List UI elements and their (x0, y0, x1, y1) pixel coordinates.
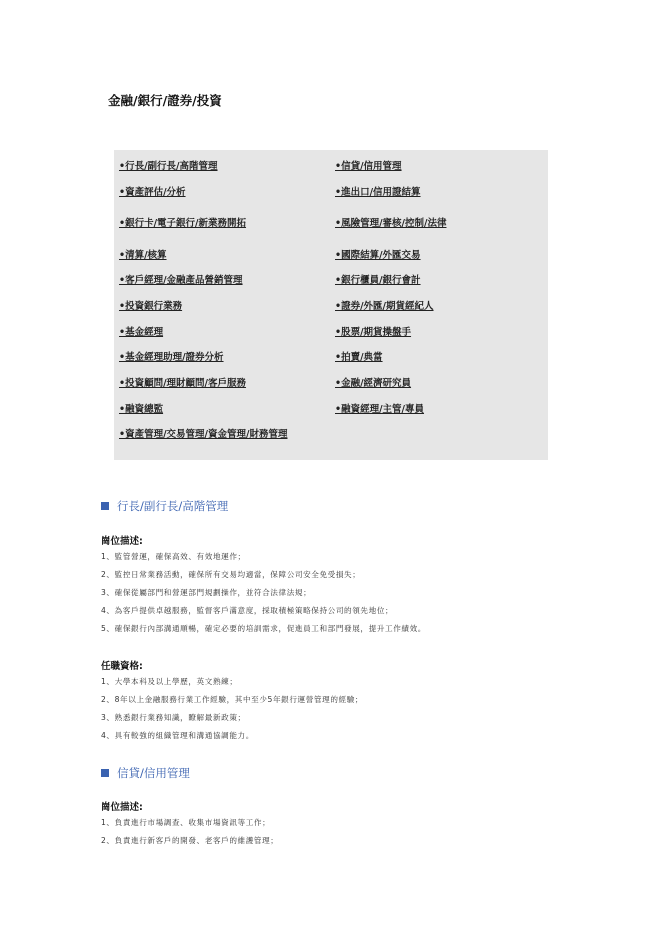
toc-link-broker[interactable]: •證券/外匯/期貨經紀人 (335, 301, 434, 312)
toc-link-bank-card[interactable]: •銀行卡/電子銀行/新業務開拓 (119, 218, 247, 229)
section-heading-text: 信貸/信用管理 (117, 766, 190, 780)
toc-link-import-export[interactable]: •進出口/信用證結算 (335, 187, 421, 198)
duty-line: 4、為客戶提供卓越服務，監督客戶滿意度，採取積極策略保持公司的領先地位； (101, 606, 394, 615)
toc-link-financing-director[interactable]: •融資總監 (119, 404, 164, 415)
duties-label: 崗位描述: (101, 536, 143, 547)
section-heading-text: 行長/副行長/高階管理 (117, 499, 229, 513)
toc-link-investment-banking[interactable]: •投資銀行業務 (119, 301, 183, 312)
toc-link-researcher[interactable]: •金融/經濟研究員 (335, 378, 412, 389)
toc-link-fund-assistant[interactable]: •基金經理助理/證券分析 (119, 352, 224, 363)
requirements-label: 任職資格: (101, 661, 143, 672)
toc-link-asset-management[interactable]: •資產管理/交易管理/資金管理/財務管理 (119, 429, 288, 440)
toc-link-teller[interactable]: •銀行櫃員/銀行會計 (335, 275, 421, 286)
toc-link-risk[interactable]: •風險管理/審核/控制/法律 (335, 218, 447, 229)
section-heading-ceo (101, 498, 228, 514)
square-bullet-icon (101, 502, 109, 510)
duty-line: 1、監管營運，確保高效、有效地運作； (101, 552, 246, 561)
duty-line: 3、確保從屬部門和營運部門規劃操作，並符合法律法規； (101, 588, 312, 597)
toc-link-auction[interactable]: •拍賣/典當 (335, 352, 383, 363)
toc-link-financing-manager[interactable]: •融資經理/主管/專員 (335, 404, 425, 415)
toc-link-account-manager[interactable]: •客戶經理/金融產品營銷管理 (119, 275, 243, 286)
requirement-line: 3、熟悉銀行業務知識，瞭解最新政策； (101, 713, 246, 722)
page-title: 金融/銀行/證券/投資 (108, 93, 222, 108)
duty-line: 1、負責進行市場調查、收集市場資訊等工作； (101, 818, 271, 827)
toc-link-intl-settlement[interactable]: •國際結算/外匯交易 (335, 250, 421, 261)
toc-link-credit[interactable]: •信貸/信用管理 (335, 161, 402, 172)
section-heading-credit (101, 765, 190, 781)
toc-link-fund-manager[interactable]: •基金經理 (119, 327, 164, 338)
toc-link-investment-advisor[interactable]: •投資顧問/理財顧問/客戶服務 (119, 378, 247, 389)
toc-link-asset-evaluation[interactable]: •資產評估/分析 (119, 187, 186, 198)
duty-line: 2、負責進行新客戶的開發、老客戶的維護管理； (101, 836, 279, 845)
requirement-line: 1、大學本科及以上學歷，英文熟練； (101, 677, 238, 686)
requirement-line: 4、具有較強的組織管理和溝通協調能力。 (101, 731, 254, 740)
duty-line: 2、監控日常業務活動，確保所有交易均適當，保障公司安全免受損失； (101, 570, 361, 579)
toc-link-ceo[interactable]: •行長/副行長/高階管理 (119, 161, 218, 172)
toc-box (114, 150, 548, 460)
toc-link-clearing[interactable]: •清算/核算 (119, 250, 167, 261)
duties-label: 崗位描述: (101, 802, 143, 813)
requirement-line: 2、8年以上金融服務行業工作經驗，其中至少5年銀行運營管理的經驗； (101, 695, 364, 704)
duty-line: 5、確保銀行內部溝通順暢，確定必要的培訓需求，促進員工和部門發展，提升工作績效。 (101, 624, 426, 633)
square-bullet-icon (101, 769, 109, 777)
toc-link-trader[interactable]: •股票/期貨操盤手 (335, 327, 412, 338)
